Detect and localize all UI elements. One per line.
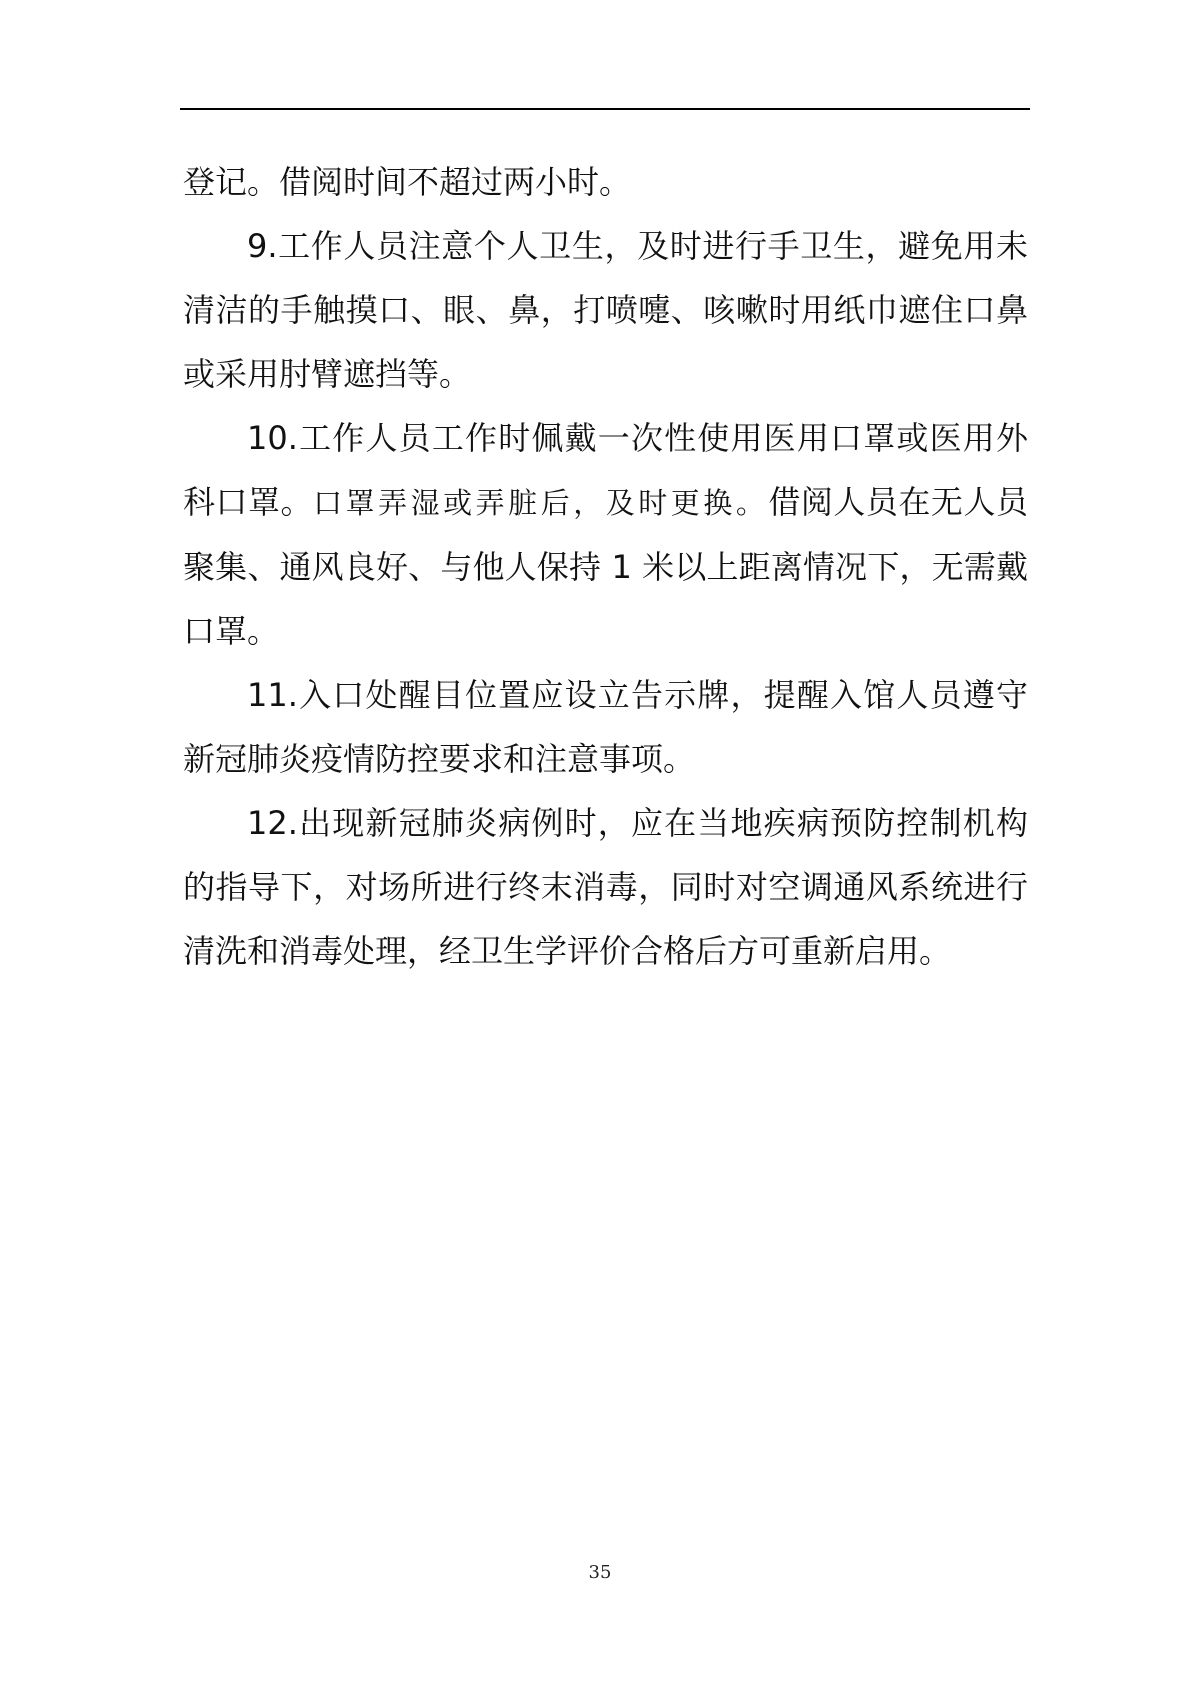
paragraph-item-9: 9.工作人员注意个人卫生，及时进行手卫生，避免用未清洁的手触摸口、眼、鼻，打喷嚏、咳嗽时用纸巾遮住口鼻或采用肘臂遮挡等。 — [183, 227, 1028, 393]
document-body — [183, 150, 1028, 983]
paragraph-item-12: 12.出现新冠肺炎病例时，应在当地疾病预防控制机构的指导下，对场所进行终末消毒，同时对空调通风系统进行清洗和消毒处理，经卫生学评价合格后方可重新启用。 — [183, 804, 1028, 970]
paragraph-item-11: 11.入口处醒目位置应设立告示牌，提醒入馆人员遵守新冠肺炎疫情防控要求和注意事项。 — [183, 676, 1028, 778]
header-rule — [180, 108, 1030, 110]
paragraph-item-10-part2: 口罩弄湿或弄脏后，及时更换。 — [313, 486, 769, 520]
paragraph-item-10 — [183, 406, 1028, 663]
paragraph-item-10-part3: 借阅人员在无人员聚集、通风良好、与他人保持 1 米以上距离情况下，无需戴口罩。 — [183, 483, 1028, 650]
page-number: 35 — [588, 1562, 612, 1583]
paragraph-continuation: 登记。借阅时间不超过两小时。 — [183, 163, 632, 201]
paragraph-item-10-part1: 10.工作人员工作时佩戴一次性使用医用口罩或医用外科口罩。 — [183, 419, 1028, 521]
